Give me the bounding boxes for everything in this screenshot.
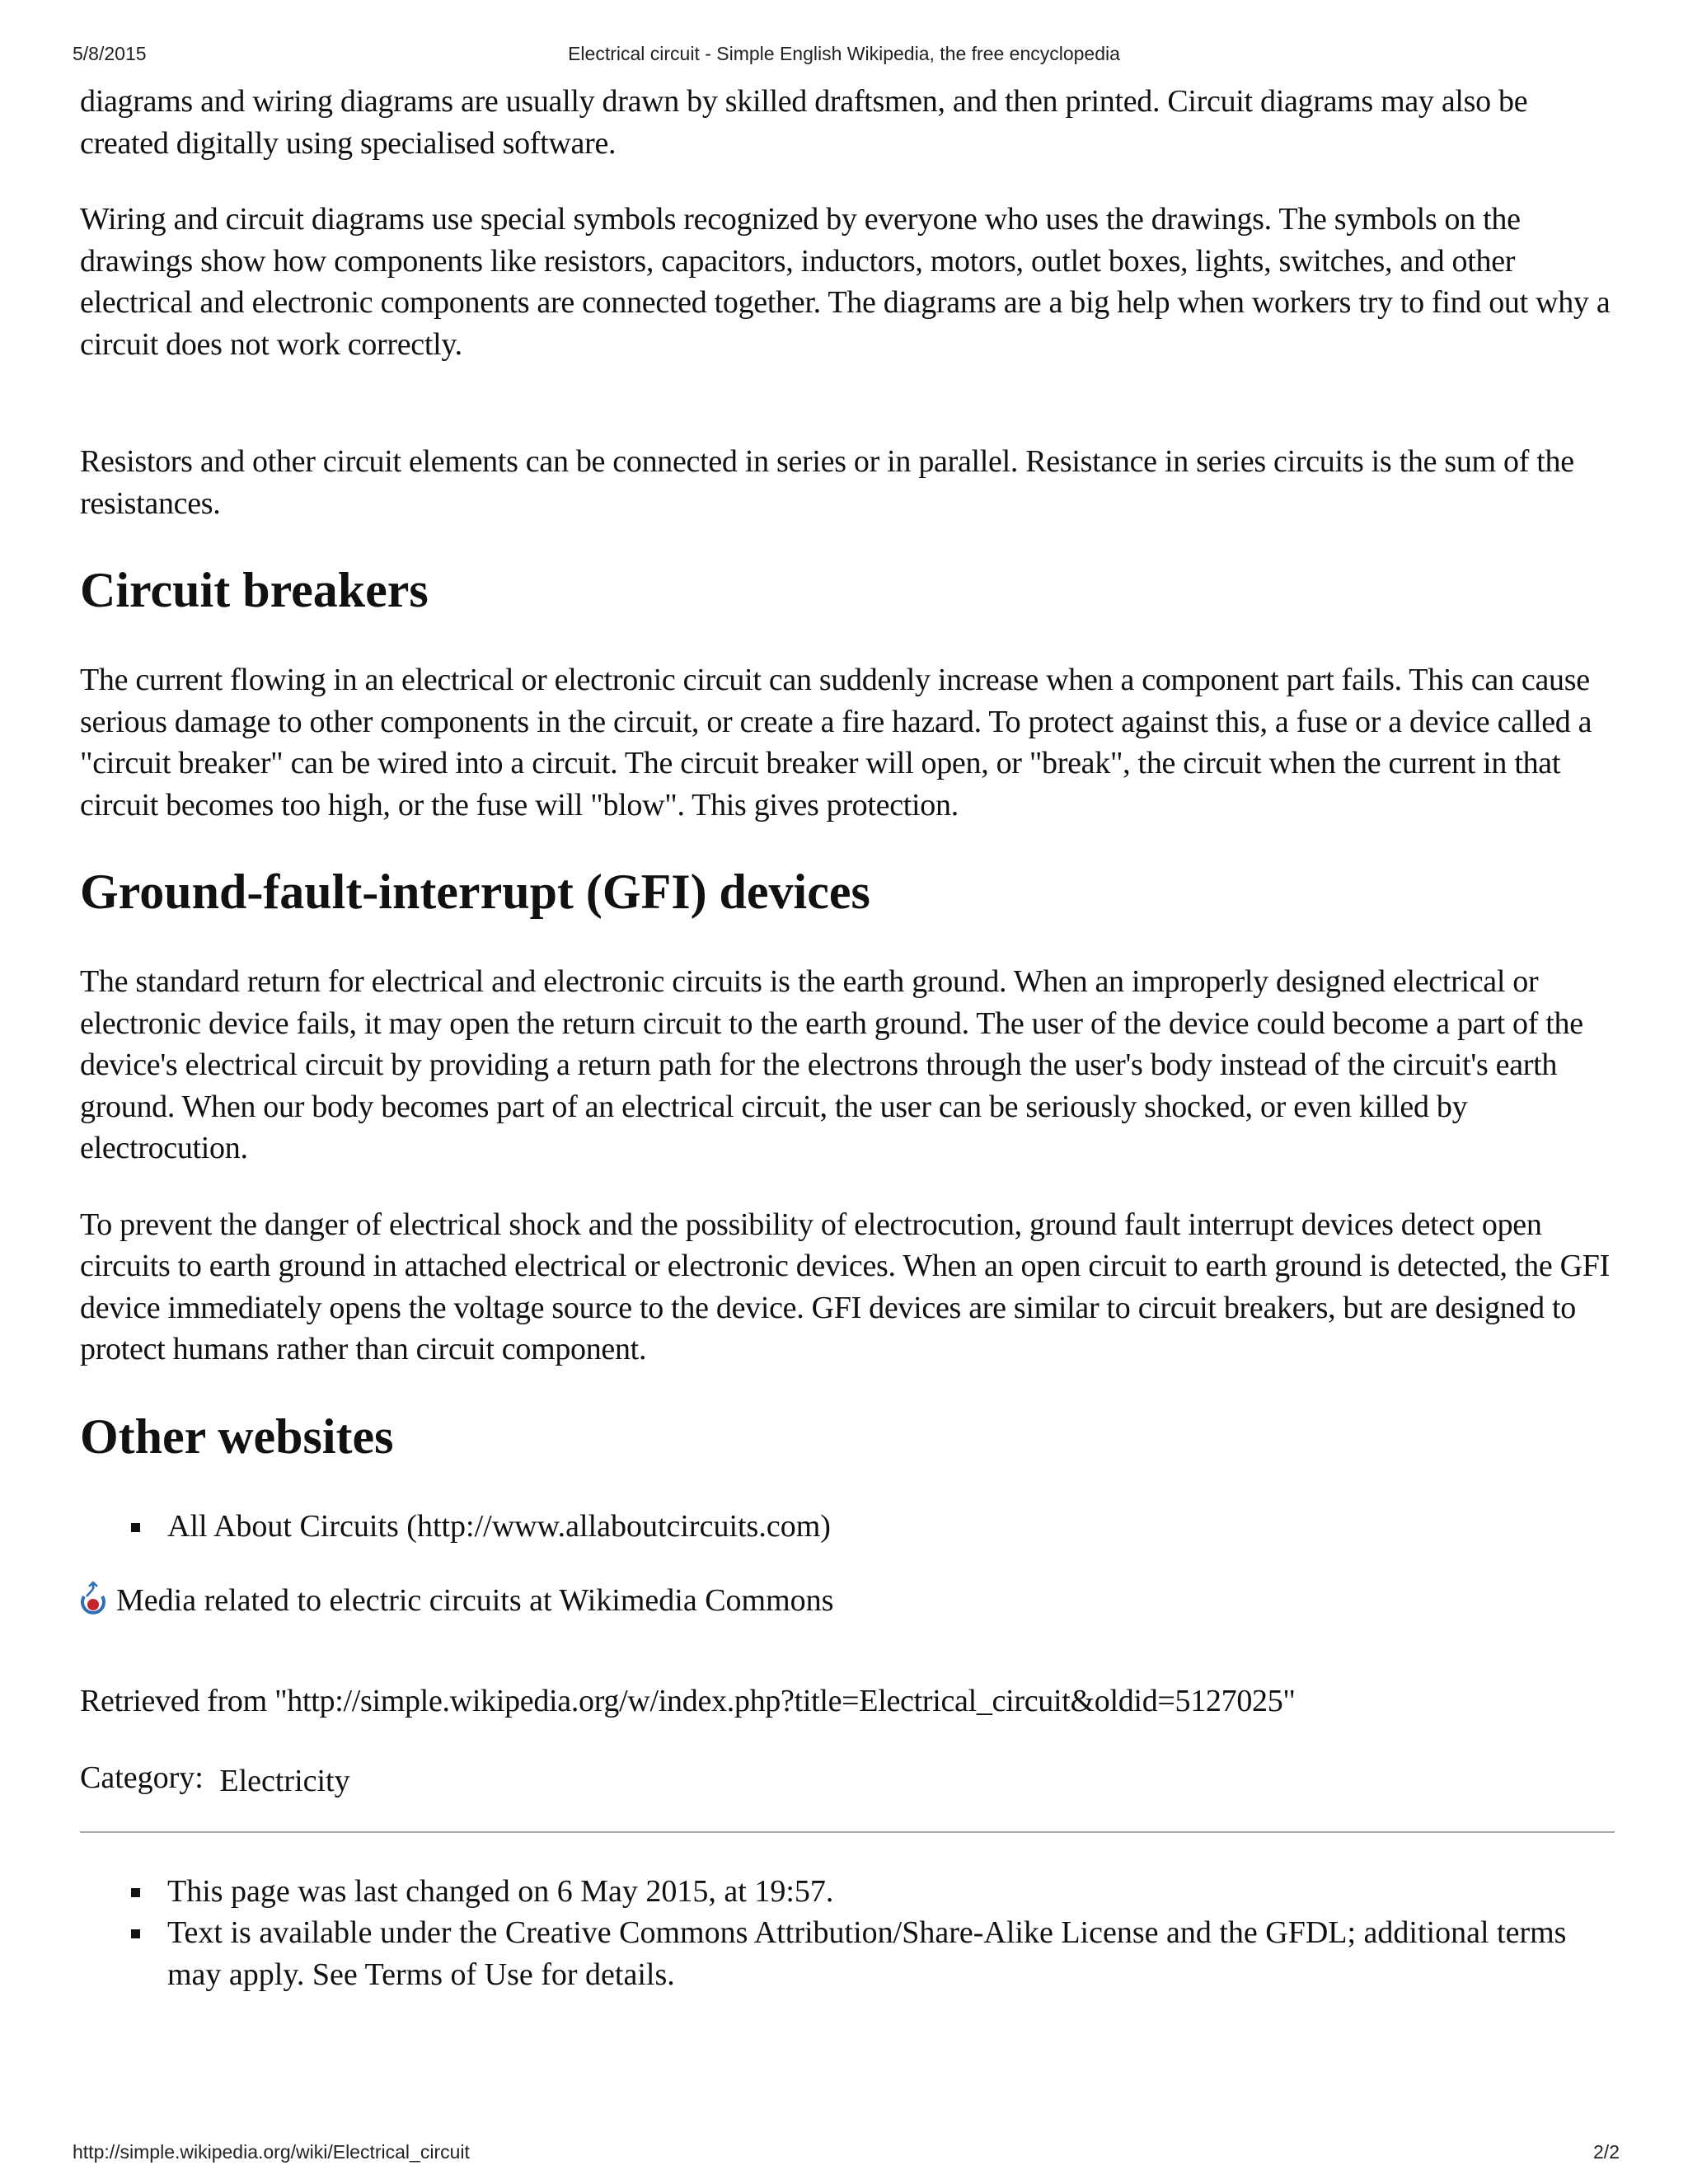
last-changed-notice: This page was last changed on 6 May 2015, at 19:57. (80, 1871, 1613, 1913)
category-line (80, 1757, 1613, 1798)
link-wikimedia-commons[interactable]: Media related to electric circuits at Wikimedia Commons (116, 1583, 834, 1618)
other-websites-list (80, 1506, 1613, 1548)
print-date: 5/8/2015 (73, 43, 147, 64)
wikimedia-commons-icon (77, 1582, 110, 1619)
print-page-title: Electrical circuit - Simple English Wikipedia, the free encyclopedia (568, 43, 1120, 64)
category-link-electricity[interactable]: Electricity (219, 1763, 350, 1798)
article-content (80, 81, 1613, 1995)
print-page-number: 2/2 (1593, 2141, 1620, 2163)
print-header (0, 43, 1688, 68)
heading-other-websites: Other websites (80, 1408, 394, 1464)
spacer (80, 400, 1613, 441)
commons-media-row (80, 1580, 1613, 1621)
footer-info-list (80, 1871, 1613, 1996)
paragraph-circuit-breakers: The current flowing in an electrical or electronic circuit can suddenly increase when a component part fails. This can cause serious damage to other components in the circuit, or create a fire hazard. To protect against this, a fuse or a device called a "circuit breaker" can be wired into a circuit. The circuit breaker will open, or "break", the circuit when the current in that circuit becomes too high, or the fuse will "blow". This gives protection. (80, 663, 1592, 823)
retrieved-from: Retrieved from "http://simple.wikipedia.org/w/index.php?title=Electrical_circuit&oldid=5127025" (80, 1684, 1296, 1718)
paragraph-wiring-symbols: Wiring and circuit diagrams use special symbols recognized by everyone who uses the drawings. The symbols on the drawings show how components like resistors, capacitors, inductors, motors, outlet boxes, lights, switches, and other electrical and electronic components are connected together. The diagrams are a big help when workers try to find out why a circuit does not work correctly. (80, 202, 1611, 362)
paragraph-gfi-2: To prevent the danger of electrical shock and the possibility of electrocution, ground fault interrupt devices detect open circuits to earth ground in attached electrical or electronic devices. When an open circuit to earth ground is detected, the GFI device immediately opens the voltage source to the device. GFI devices are similar to circuit breakers, but are designed to protect humans rather than circuit component. (80, 1207, 1610, 1366)
heading-gfi-devices: Ground-fault-interrupt (GFI) devices (80, 865, 870, 919)
link-all-about-circuits[interactable]: All About Circuits (http://www.allaboutcircuits.com) (80, 1506, 1613, 1548)
category-label: Category: (80, 1760, 204, 1795)
print-footer (0, 2141, 1688, 2166)
print-url: http://simple.wikipedia.org/wiki/Electrical_circuit (73, 2141, 470, 2163)
paragraph-series-parallel: Resistors and other circuit elements can be connected in series or in parallel. Resistance in series circuits is the sum of the resistances. (80, 444, 1574, 521)
footer-divider (80, 1831, 1615, 1833)
heading-circuit-breakers: Circuit breakers (80, 563, 429, 617)
paragraph-diagrams-drawn: diagrams and wiring diagrams are usually drawn by skilled draftsmen, and then printed. Circuit diagrams may also be created digitally using specialised software. (80, 84, 1528, 161)
license-notice: Text is available under the Creative Commons Attribution/Share-Alike License and the GFDL; additional terms may apply. See Terms of Use for details. (80, 1912, 1613, 1995)
paragraph-gfi-1: The standard return for electrical and electronic circuits is the earth ground. When an improperly designed electrical or electronic device fails, it may open the return circuit to the earth ground. The user of the device could become a part of the device's electrical circuit by providing a return path for the electrons through the user's body instead of the circuit's earth ground. When our body becomes part of an electrical circuit, the user can be seriously shocked, or even killed by electrocution. (80, 964, 1583, 1165)
